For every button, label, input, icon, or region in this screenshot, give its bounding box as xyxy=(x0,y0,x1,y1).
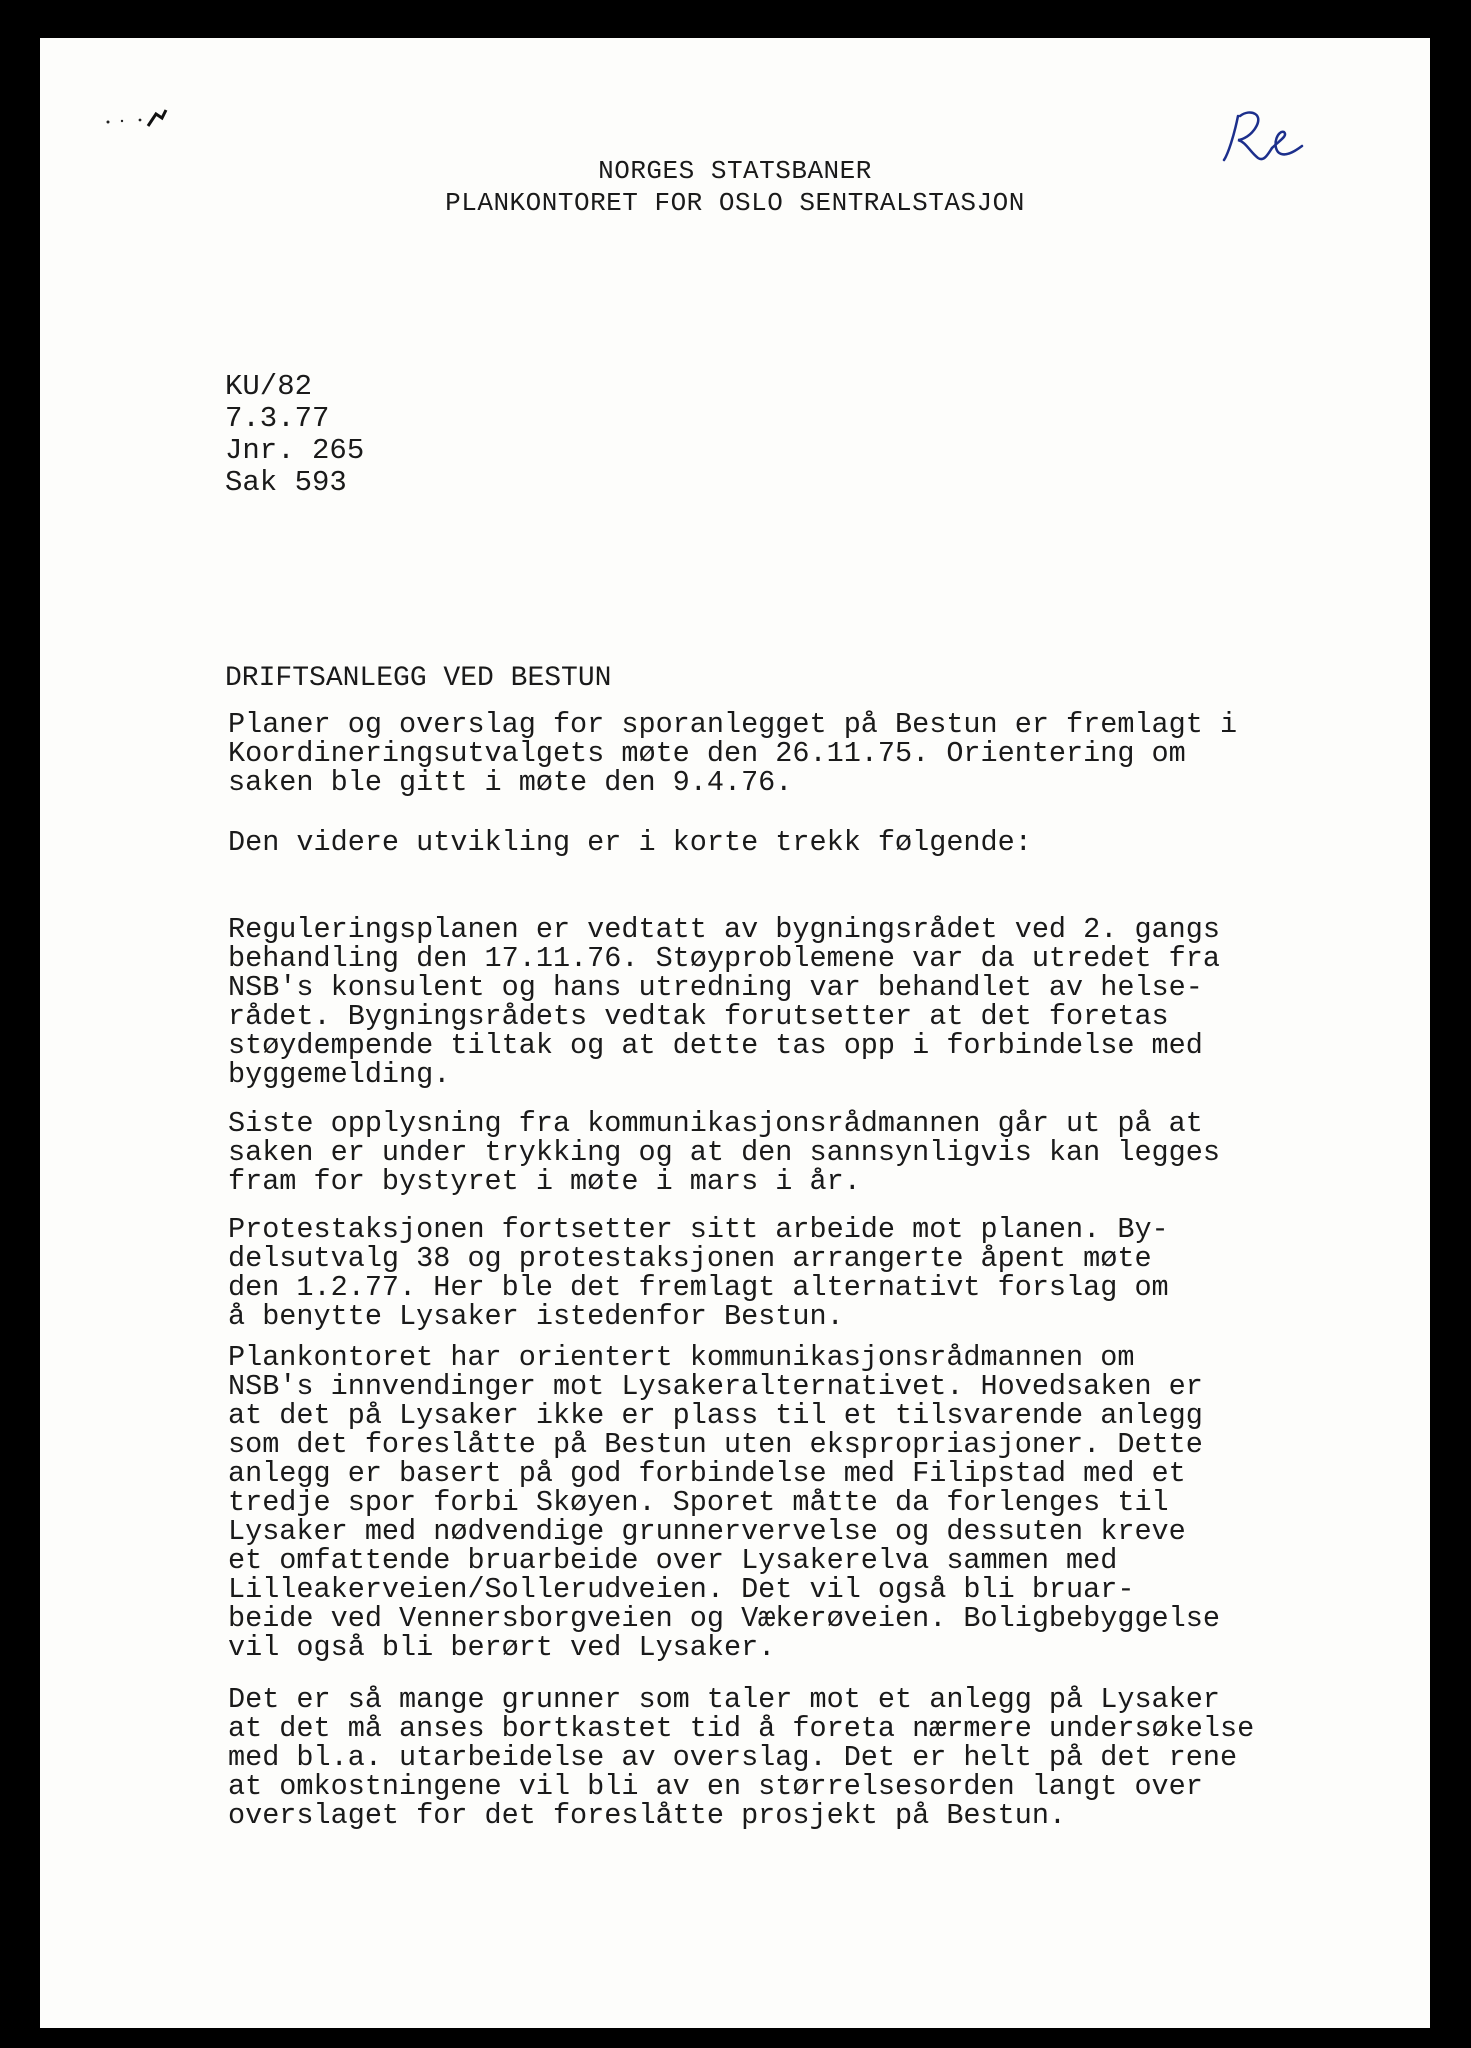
text-line: Den videre utvikling er i korte trekk følgende: xyxy=(228,826,1032,859)
text-line: Koordineringsutvalgets møte den 26.11.75. Orientering om xyxy=(228,737,1186,770)
text-line: Lysaker med nødvendige grunnervervelse og dessuten kreve xyxy=(228,1515,1186,1548)
ink-speck-mark xyxy=(100,96,210,136)
paragraph xyxy=(228,1685,1288,1830)
text-line: rådet. Bygningsrådets vedtak forutsetter at det foretas xyxy=(228,1000,1169,1033)
document-title: DRIFTSANLEGG VED BESTUN xyxy=(225,663,612,694)
text-line: delsutvalg 38 og protestaksjonen arrangerte åpent møte xyxy=(228,1242,1152,1275)
text-line: at det må anses bortkastet tid å foreta nærmere undersøkelse xyxy=(228,1712,1255,1745)
text-line: saken ble gitt i møte den 9.4.76. xyxy=(228,766,793,799)
document-page xyxy=(40,38,1430,2028)
text-line: NSB's innvendinger mot Lysakeralternativet. Hovedsaken er xyxy=(228,1370,1203,1403)
text-line: som det foreslåtte på Bestun uten ekspropriasjoner. Dette xyxy=(228,1428,1203,1461)
reference-date: 7.3.77 xyxy=(225,402,330,435)
text-line: med bl.a. utarbeidelse av overslag. Det er helt på det rene xyxy=(228,1741,1238,1774)
journal-number: Jnr. 265 xyxy=(225,434,365,467)
text-line: beide ved Vennersborgveien og Vækerøveien. Boligbebyggelse xyxy=(228,1602,1220,1635)
department-name: PLANKONTORET FOR OSLO SENTRALSTASJON xyxy=(445,188,1025,218)
text-line: overslaget for det foreslåtte prosjekt på Bestun. xyxy=(228,1799,1067,1832)
text-line: vil også bli berørt ved Lysaker. xyxy=(228,1631,776,1664)
text-line: saken er under trykking og at den sannsynligvis kan legges xyxy=(228,1136,1220,1169)
reference-code: KU/82 xyxy=(225,370,313,403)
reference-block xyxy=(225,371,364,499)
text-line: Lilleakerveien/Sollerudveien. Det vil også bli bruar- xyxy=(228,1573,1135,1606)
text-line: byggemelding. xyxy=(228,1058,451,1091)
text-line: Planer og overslag for sporanlegget på Bestun er fremlagt i xyxy=(228,708,1238,741)
text-line: Siste opplysning fra kommunikasjonsrådmannen går ut på at xyxy=(228,1107,1203,1140)
text-line: at omkostningene vil bli av en størrelsesorden langt over xyxy=(228,1770,1203,1803)
text-line: Protestaksjonen fortsetter sitt arbeide mot planen. By- xyxy=(228,1213,1169,1246)
organization-name: NORGES STATSBANER xyxy=(598,156,872,186)
paragraph xyxy=(228,1215,1288,1331)
text-line: støydempende tiltak og at dette tas opp i forbindelse med xyxy=(228,1029,1203,1062)
paragraph xyxy=(228,1343,1288,1662)
text-line: et omfattende bruarbeide over Lysakerelva sammen med xyxy=(228,1544,1118,1577)
case-number: Sak 593 xyxy=(225,466,347,499)
text-line: fram for bystyret i møte i mars i år. xyxy=(228,1165,861,1198)
paragraph xyxy=(228,915,1288,1089)
text-line: NSB's konsulent og hans utredning var behandlet av helse- xyxy=(228,971,1203,1004)
text-line: anlegg er basert på god forbindelse med Filipstad med et xyxy=(228,1457,1186,1490)
text-line: Det er så mange grunner som taler mot et anlegg på Lysaker xyxy=(228,1683,1220,1716)
paragraph xyxy=(228,1109,1288,1196)
text-line: Plankontoret har orientert kommunikasjonsrådmannen om xyxy=(228,1341,1135,1374)
text-line: å benytte Lysaker istedenfor Bestun. xyxy=(228,1300,844,1333)
text-line: at det på Lysaker ikke er plass til et tilsvarende anlegg xyxy=(228,1399,1203,1432)
text-line: Reguleringsplanen er vedtatt av bygningsrådet ved 2. gangs xyxy=(228,913,1220,946)
paragraph xyxy=(228,828,1288,857)
text-line: tredje spor forbi Skøyen. Sporet måtte da forlenges til xyxy=(228,1486,1169,1519)
text-line: den 1.2.77. Her ble det fremlagt alternativt forslag om xyxy=(228,1271,1169,1304)
text-line: behandling den 17.11.76. Støyproblemene var da utredet fra xyxy=(228,942,1220,975)
paragraph xyxy=(228,710,1288,797)
